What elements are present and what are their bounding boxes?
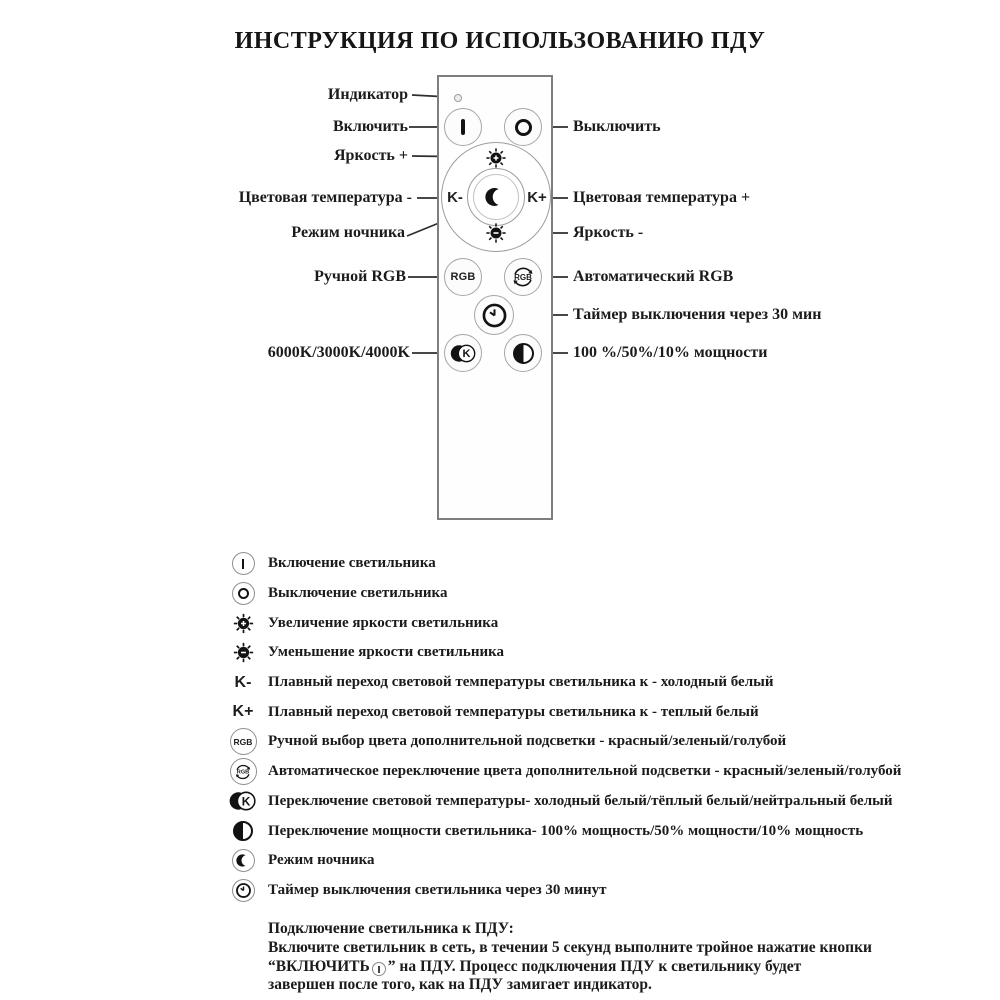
auto-rgb-icon bbox=[224, 758, 262, 785]
footer-heading: Подключение светильника к ПДУ: bbox=[268, 920, 514, 937]
color-temp-icon bbox=[224, 790, 262, 812]
legend-row-color-temp: K Переключение световой температуры- холодный белый/тёплый белый/нейтральный белый bbox=[224, 787, 984, 817]
k-plus-button: K+ bbox=[527, 189, 547, 206]
label-color-temp: 6000K/3000K/4000K bbox=[267, 344, 410, 361]
power-level-icon bbox=[513, 343, 534, 364]
indicator-dot bbox=[454, 94, 462, 102]
brightness-up-icon bbox=[485, 147, 507, 169]
brightness-down-icon bbox=[485, 222, 507, 244]
legend bbox=[224, 549, 984, 905]
power-on-icon bbox=[372, 962, 386, 976]
label-temp-plus: Цветовая температура + bbox=[573, 189, 751, 206]
auto-rgb-icon bbox=[507, 261, 539, 293]
k-minus-button: K- bbox=[447, 189, 463, 206]
timer-button bbox=[474, 295, 514, 335]
label-brightness-up: Яркость + bbox=[334, 147, 408, 164]
label-power-off: Выключить bbox=[573, 118, 661, 135]
timer-clock-icon bbox=[481, 302, 508, 329]
label-night-mode: Режим ночника bbox=[291, 224, 405, 241]
legend-row-power-on: Включение светильника bbox=[224, 549, 984, 579]
legend-row-k-plus: K+ Плавный переход световой температуры светильника к - теплый белый bbox=[224, 697, 984, 727]
label-timer: Таймер выключения через 30 мин bbox=[573, 306, 822, 323]
footer-line-3: завершен после того, как на ПДУ замигает индикатор. bbox=[268, 976, 652, 994]
svg-text:RGB: RGB bbox=[236, 769, 250, 776]
night-mode-moon-icon bbox=[483, 184, 509, 210]
color-temp-letter: K bbox=[462, 347, 470, 360]
auto-rgb-label: RGB bbox=[514, 273, 532, 282]
footer-line-2: “ВКЛЮЧИТЬ ” на ПДУ. Процесс подключения ПДУ к светильнику будет bbox=[268, 957, 802, 975]
label-power-on: Включить bbox=[332, 118, 408, 135]
power-off-button bbox=[504, 108, 542, 146]
power-level-button bbox=[504, 334, 542, 372]
manual-rgb-label: RGB bbox=[450, 271, 476, 283]
night-mode-moon-icon bbox=[224, 849, 262, 872]
power-on-icon bbox=[224, 552, 262, 575]
power-off-icon bbox=[224, 582, 262, 605]
legend-row-k-minus: K- Плавный переход световой температуры светильника к - холодный белый bbox=[224, 668, 984, 698]
auto-rgb-button bbox=[504, 258, 542, 296]
footer-line-1: Включите светильник в сеть, в течении 5 секунд выполните тройное нажатие кнопки bbox=[268, 938, 872, 956]
legend-row-brightness-up: Увеличение яркости светильника bbox=[224, 608, 984, 638]
legend-row-power-level: Переключение мощности светильника- 100% мощность/50% мощности/10% мощность bbox=[224, 816, 984, 846]
legend-row-power-off: Выключение светильника bbox=[224, 579, 984, 609]
page-title: ИНСТРУКЦИЯ ПО ИСПОЛЬЗОВАНИЮ ПДУ bbox=[234, 28, 766, 54]
brightness-up-icon bbox=[224, 613, 262, 634]
color-temp-button bbox=[444, 334, 482, 372]
connection-instructions bbox=[268, 920, 908, 995]
power-on-button bbox=[444, 108, 482, 146]
power-level-icon bbox=[224, 821, 262, 841]
legend-row-night-mode: Режим ночника bbox=[224, 846, 984, 876]
power-off-icon bbox=[515, 119, 532, 136]
label-power-level: 100 %/50%/10% мощности bbox=[573, 344, 768, 361]
svg-text:K: K bbox=[241, 794, 251, 809]
manual-rgb-button bbox=[444, 258, 482, 296]
label-brightness-down: Яркость - bbox=[573, 224, 644, 241]
label-temp-minus: Цветовая температура - bbox=[238, 189, 412, 206]
k-plus-glyph: K+ bbox=[232, 703, 254, 721]
legend-row-manual-rgb: RGB Ручной выбор цвета дополнительной подсветки - красный/зеленый/голубой bbox=[224, 727, 984, 757]
timer-clock-icon bbox=[224, 879, 262, 902]
legend-row-timer: Таймер выключения светильника через 30 минут bbox=[224, 876, 984, 906]
legend-row-brightness-down: Уменьшение яркости светильника bbox=[224, 638, 984, 668]
k-minus-glyph: K- bbox=[234, 673, 252, 691]
label-auto-rgb: Автоматический RGB bbox=[573, 268, 734, 285]
power-on-icon bbox=[461, 119, 465, 135]
color-temp-icon bbox=[450, 343, 477, 364]
brightness-down-icon bbox=[224, 642, 262, 663]
manual-rgb-icon: RGB bbox=[224, 728, 262, 755]
label-indicator: Индикатор bbox=[327, 86, 408, 103]
label-manual-rgb: Ручной RGB bbox=[314, 268, 406, 285]
legend-row-auto-rgb: RGB Автоматическое переключение цвета дополнительной подсветки - красный/зеленый/голубой bbox=[224, 757, 984, 787]
